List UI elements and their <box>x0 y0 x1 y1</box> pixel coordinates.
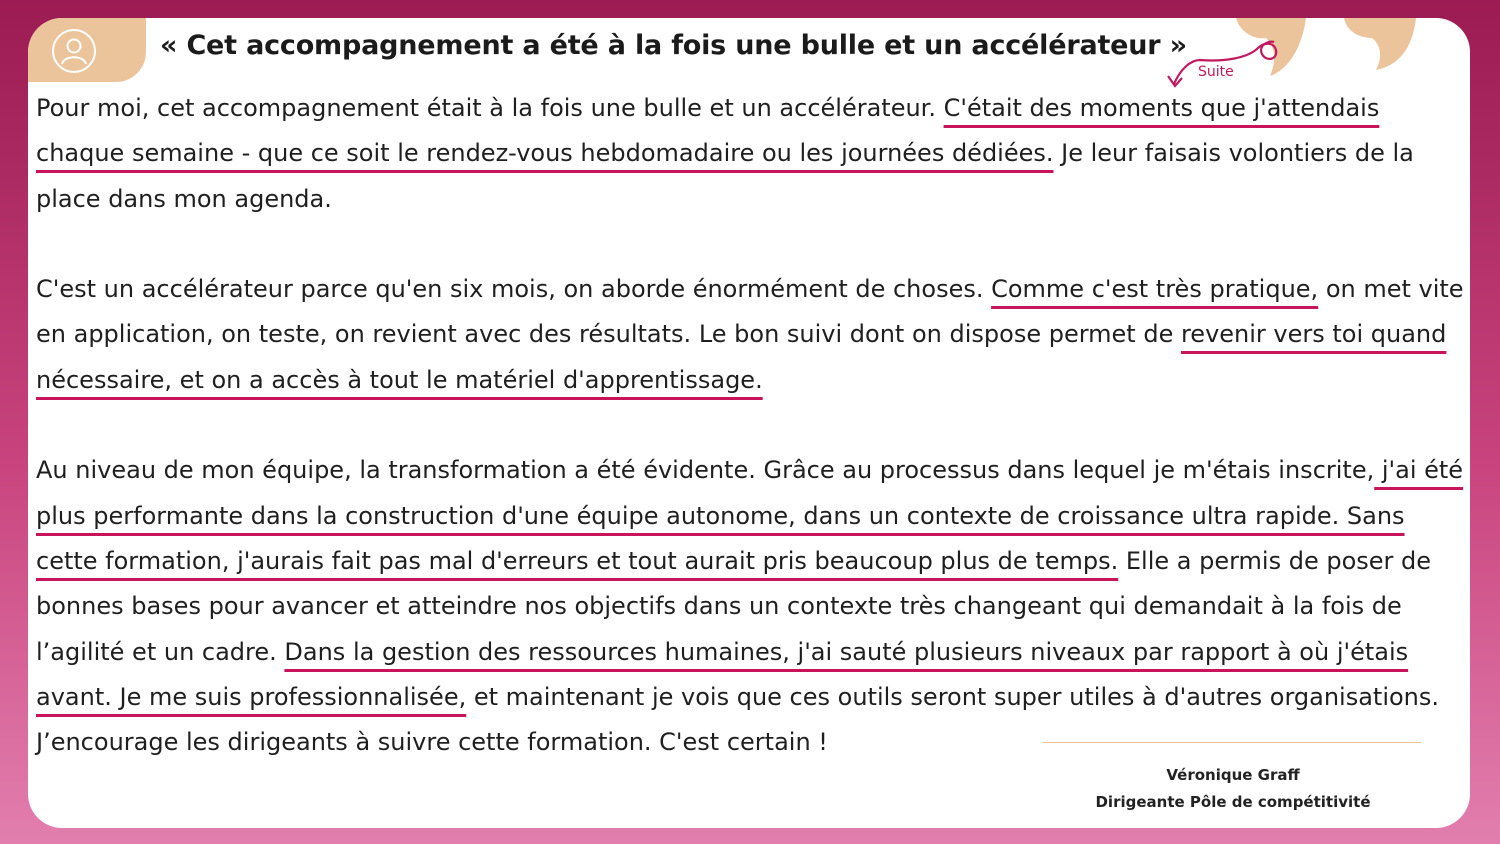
signature-divider <box>1043 742 1421 743</box>
signature-role: Dirigeante Pôle de compétitivité <box>1095 793 1371 811</box>
closing-sentence: J’encourage les dirigeants à suivre cette formation. C'est certain ! <box>36 728 828 757</box>
paragraph-3 <box>36 448 1468 765</box>
highlighted-text: Dans la gestion des ressources humaines, j'ai sauté plusieurs niveaux par rapport à où j'étais avant. Je me suis professionnalisée, <box>36 637 1409 711</box>
text-span: et maintenant je vois que ces outils seront super utiles à d'autres organisations. <box>466 682 1440 711</box>
text-span: on met vite en application, on teste, on revient avec des résultats. Le bon suivi dont on dispose permet de <box>36 275 1464 349</box>
paragraph-2 <box>36 267 1468 403</box>
testimonial-card <box>28 18 1470 828</box>
text-span: Je leur faisais volontiers de la place dans mon agenda. <box>36 139 1414 213</box>
signature-name: Véronique Graff <box>1166 766 1300 784</box>
suite-link[interactable]: Suite <box>1198 64 1234 80</box>
paragraph-1 <box>36 86 1468 222</box>
text-span: Au niveau de mon équipe, la transformation a été évidente. Grâce au processus dans lequel je m'étais inscrite, <box>36 456 1375 485</box>
signature <box>1073 762 1393 816</box>
text-span: Pour moi, cet accompagnement était à la fois une bulle et un accélérateur. <box>36 94 944 122</box>
highlighted-text: revenir vers toi quand nécessaire, et on a accès à tout le matériel d'apprentissage. <box>36 320 1447 394</box>
user-icon <box>52 29 96 73</box>
text-span: Elle a permis de poser de bonnes bases pour avancer et atteindre nos objectifs dans un contexte très changeant qui demandait à la fois de l’agilité et un cadre. <box>36 546 1432 666</box>
text-span: C'est un accélérateur parce qu'en six mois, on aborde énormément de choses. <box>36 275 992 304</box>
avatar-tab <box>28 18 146 82</box>
highlighted-text: C'était des moments que j'attendais chaque semaine - que ce soit le rendez-vous hebdomadaire ou les journées dédiées. <box>36 94 1380 168</box>
page-title: « Cet accompagnement a été à la fois une bulle et un accélérateur » <box>160 30 1187 61</box>
highlighted-text: j'ai été plus performante dans la construction d'une équipe autonome, dans un contexte de croissance ultra rapide. Sans cette formation, j'aurais fait pas mal d'erreurs et tout aurait pris beaucoup plus de temps. <box>36 456 1464 575</box>
highlighted-text: Comme c'est très pratique, <box>991 275 1319 304</box>
testimonial-body <box>36 86 1468 765</box>
